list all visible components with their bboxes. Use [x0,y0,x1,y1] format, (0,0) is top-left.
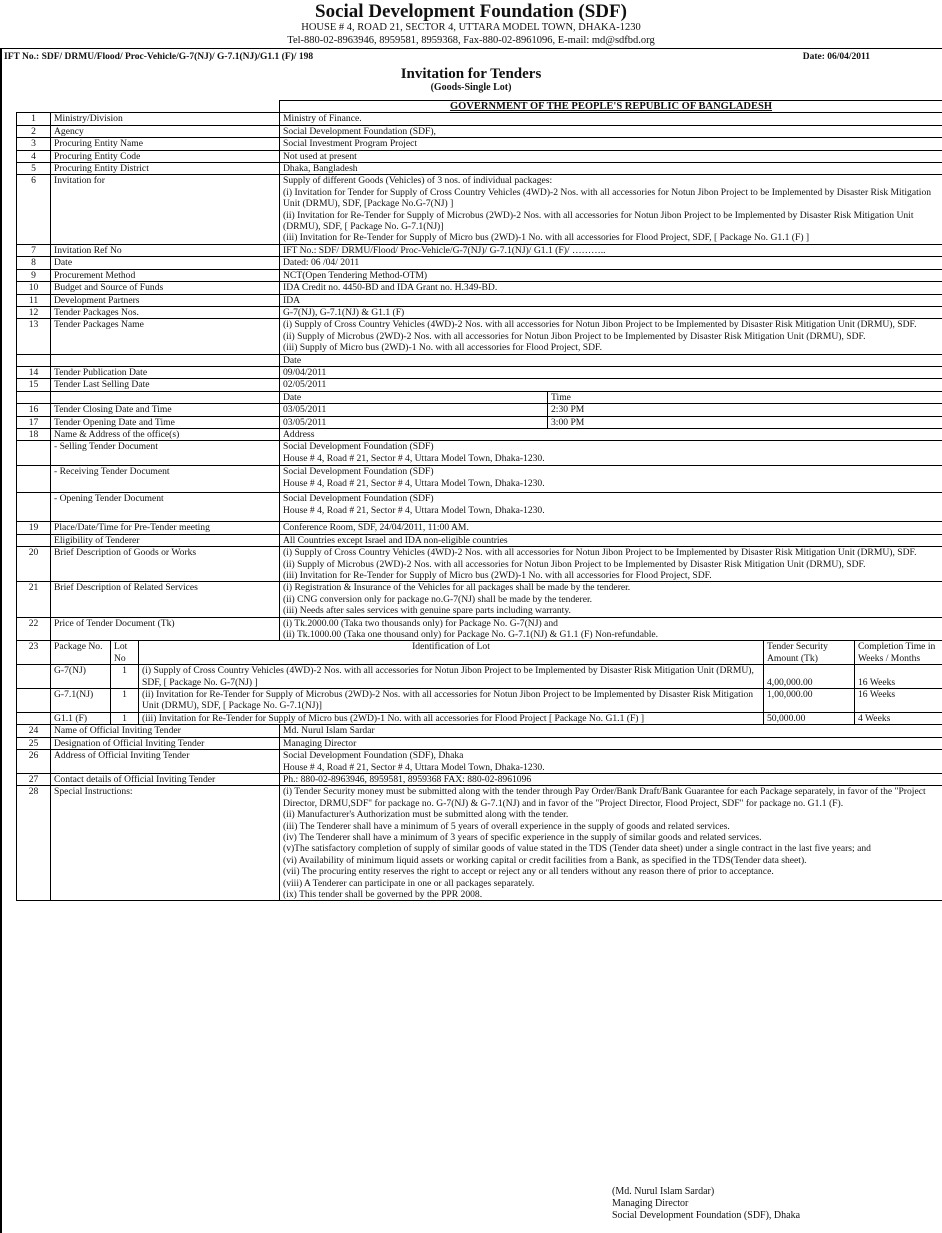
field-label: Special Instructions: [51,786,280,901]
field-value: Not used at present [280,150,942,162]
field-label: Eligibility of Tenderer [51,534,280,546]
doc-title: Invitation for Tenders [400,66,542,82]
field-value: Ministry of Finance. [280,113,942,125]
table-row: 16 Tender Closing Date and Time 03/05/2011 2:30 PM [17,404,942,416]
field-label: Procuring Entity District [51,163,280,175]
signatory-designation: Managing Director [612,1198,689,1209]
table-row [17,534,942,546]
field-value: Conference Room, SDF, 24/04/2011, 11:00 AM. [280,522,942,534]
special-instructions: (i) Tender Security money must be submitted along with the tender through Pay Order/Bank Draft/Bank Guarantee for each Package separately, in favor of the "Project Director, DRMU,SDF" for package no. G-7(NJ) & G-7.1(NJ) and in favor of the "Project Director, Flood Project, SDF" for package no. G1.1 (F). (ii) Manufacturer's Authorization must be submitted along with the tender. (iii) The Tenderer shall have a minimum of 5 years of overall experience in the supply of goods and related services. (iv) The Tenderer shall have a minimum of 3 years of specific experience in the supply of similar goods and related services. (v)The satisfactory completion of supply of similar goods of value stated in the TDS (Tender data sheet) under a single contract in the last five years; and (vi) Availability of minimum liquid assets or working capital or credit facilities from a Bank, as specified in the TDS(Tender data sheet). (vii) The procuring entity reserves the right to accept or reject any or all tenders without any reason there of prior to acceptance. (viii) A Tenderer can participate in one or all packages separately. (ix) This tender shall be governed by the PPR 2008. [280,786,942,901]
package-column-head: Package No. [51,641,111,665]
field-value: Supply of different Goods (Vehicles) of 3 nos. of individual packages: (i) Invitation for Tender for Supply of Cross Country Vehicles (4WD)-2 Nos. with all accessories for Notun Jibon Project to be Implemented by Disaster Risk Mitigation Unit (DRMU), SDF, [Package No.G-7(NJ) ] (ii) Invitation for Re-Tender for Supply of Microbus (2WD)-2 Nos. with all accessories for Notun Jibon Project to be Implemented by Disaster Risk Mitigation Unit (DRMU), SDF, [ Package No. G-7.1(NJ)] (iii) Invitation for Re-Tender for Supply of Micro bus (2WD)-1 No. with all accessories for Flood Project, SDF, [ Package No. G1.1 (F) ] [280,175,942,244]
org-title: Social Development Foundation (SDF) [315,1,627,22]
field-label: - Opening Tender Document [51,493,280,522]
table-row: 18 Name & Address of the office(s) Address [17,428,942,440]
field-label: Tender Closing Date and Time [51,404,280,416]
field-value: 02/05/2011 [280,379,942,391]
field-label: Invitation Ref No [51,244,280,256]
field-value: IDA [280,294,942,306]
field-value: (i) Supply of Cross Country Vehicles (4WD)-2 Nos. with all accessories for Notun Jibon Project to be Implemented by Disaster Risk Mitigation Unit (DRMU), SDF. (ii) Supply of Microbus (2WD)-2 Nos. with all accessories for Notun Jibon Project to be Implemented by Disaster Risk Mitigation Unit (DRMU), SDF. (iii) Supply of Micro bus (2WD)-1 No. with all accessories for Flood Project, SDF. [280,319,942,354]
table-row: 13 Tender Packages Name (i) Supply of Cross Country Vehicles (4WD)-2 Nos. with all accessories for Notun Jibon Project to be Implemented by Disaster Risk Mitigation Unit (DRMU), SDF. (ii) Supply of Microbus (2WD)-2 Nos. with all accessories for Notun Jibon Project to be Implemented by Disaster Risk Mitigation Unit (DRMU), SDF. (iii) Supply of Micro bus (2WD)-1 No. with all accessories for Flood Project, SDF. [17,319,942,354]
field-label: Tender Packages Name [51,319,280,354]
field-value: (i) Tk.2000.00 (Taka two thousands only) for Package No. G-7(NJ) and (ii) Tk.1000.00 (Taka one thousand only) for Package No. G-7.1(NJ) & G1.1 (F) Non-refundable. [280,617,942,641]
table-row: 15 Tender Last Selling Date 02/05/2011 [17,379,942,391]
security-column-head: Tender Security Amount (Tk) [764,641,855,665]
field-label: Invitation for [51,175,280,244]
table-row: 7 Invitation Ref No IFT No.: SDF/ DRMU/Flood/ Proc-Vehicle/G-7(NJ)/ G-7.1(NJ)/ G1.1 (F)/ ……….. [17,244,942,256]
field-value: Social Development Foundation (SDF) House # 4, Road # 21, Sector # 4, Uttara Model Town, Dhaka-1230. [280,466,942,493]
field-value: Md. Nurul Islam Sardar [280,725,942,737]
table-row: 8 Date Dated: 06 /04/ 2011 [17,257,942,269]
table-row: 4 Procuring Entity Code Not used at present [17,150,942,162]
table-row: 20 Brief Description of Goods or Works (i) Supply of Cross Country Vehicles (4WD)-2 Nos. with all accessories for Notun Jibon Project to be Implemented by Disaster Risk Mitigation Unit (DRMU), SDF. (ii) Supply of Microbus (2WD)-2 Nos. with all accessories for Notun Jibon Project to be Implemented by Disaster Risk Mitigation Unit (DRMU), SDF. (iii) Invitation for Re-Tender for Supply of Micro bus (2WD)-1 No. with all accessories for Flood Project, SDF. [17,547,942,582]
table-row: 1 Ministry/Division Ministry of Finance. [17,113,942,125]
ident-column-head: Identification of Lot [139,641,764,665]
field-label: Brief Description of Related Services [51,582,280,617]
date-column-head: Date [280,354,942,366]
ift-reference: IFT No.: SDF/ DRMU/Flood/ Proc-Vehicle/G-7(NJ)/ G-7.1(NJ)/G1.1 (F)/ 198 [4,52,314,62]
field-value: (i) Supply of Cross Country Vehicles (4WD)-2 Nos. with all accessories for Notun Jibon Project to be Implemented by Disaster Risk Mitigation Unit (DRMU), SDF. (ii) Supply of Microbus (2WD)-2 Nos. with all accessories for Notun Jibon Project to be Implemented by Disaster Risk Mitigation Unit (DRMU), SDF. (iii) Invitation for Re-Tender for Supply of Micro bus (2WD)-1 No. with all accessories for Flood Project, SDF. [280,547,942,582]
date-column-head: Date [280,391,548,403]
field-label: Brief Description of Goods or Works [51,547,280,582]
field-label: - Receiving Tender Document [51,466,280,493]
left-margin-rule [0,48,2,1233]
table-row: 19 Place/Date/Time for Pre-Tender meeting Conference Room, SDF, 24/04/2011, 11:00 AM. [17,522,942,534]
field-label: Development Partners [51,294,280,306]
field-label: Date [51,257,280,269]
field-label: Tender Packages Nos. [51,306,280,318]
lot-table-header: 23 Package No. Lot No Identification of Lot Tender Security Amount (Tk) Completion Time in Weeks / Months [17,641,942,665]
completion-column-head: Completion Time in Weeks / Months [855,641,942,665]
table-row: 27 Contact details of Official Inviting Tender Ph.: 880-02-8963946, 8959581, 8959368 FAX: 880-02-8961096 [17,773,942,785]
field-label: Procuring Entity Code [51,150,280,162]
field-value: Dated: 06 /04/ 2011 [280,257,942,269]
table-row: 25 Designation of Official Inviting Tender Managing Director [17,737,942,749]
org-contact: Tel-880-02-8963946, 8959581, 8959368, Fax-880-02-8961096, E-mail: md@sdfbd.org [287,35,655,46]
field-value: Ph.: 880-02-8963946, 8959581, 8959368 FAX: 880-02-8961096 [280,773,942,785]
field-label: Contact details of Official Inviting Tender [51,773,280,785]
field-value: Social Development Foundation (SDF), Dhaka House # 4, Road # 21, Sector # 4, Uttara Model Town, Dhaka-1230. [280,750,942,774]
opening-time: 3:00 PM [548,416,942,428]
field-label: Place/Date/Time for Pre-Tender meeting [51,522,280,534]
table-row [17,354,942,366]
field-value: All Countries except Israel and IDA non-eligible countries [280,534,942,546]
field-value: IFT No.: SDF/ DRMU/Flood/ Proc-Vehicle/G-7(NJ)/ G-7.1(NJ)/ G1.1 (F)/ ……….. [280,244,942,256]
field-value: NCT(Open Tendering Method-OTM) [280,269,942,281]
gov-heading: GOVERNMENT OF THE PEOPLE'S REPUBLIC OF BANGLADESH [280,101,942,113]
table-row: 21 Brief Description of Related Services (i) Registration & Insurance of the Vehicles for all packages shall be made by the tenderer. (ii) CNG conversion only for package no.G-7(NJ) shall be made by the tenderer. (iii) Needs after sales services with genuine spare parts including warranty. [17,582,942,617]
field-label: Budget and Source of Funds [51,282,280,294]
table-row: 6 Invitation for Supply of different Goods (Vehicles) of 3 nos. of individual packages: (i) Invitation for Tender for Supply of Cross Country Vehicles (4WD)-2 Nos. with all accessories for Notun Jibon Project to be Implemented by Disaster Risk Mitigation Unit (DRMU), SDF, [Package No.G-7(NJ) ] (ii) Invitation for Re-Tender for Supply of Microbus (2WD)-2 Nos. with all accessories for Notun Jibon Project to be Implemented by Disaster Risk Mitigation Unit (DRMU), SDF, [ Package No. G-7.1(NJ)] (iii) Invitation for Re-Tender for Supply of Micro bus (2WD)-1 No. with all accessories for Flood Project, SDF, [ Package No. G1.1 (F) ] [17,175,942,244]
closing-date: 03/05/2011 [280,404,548,416]
field-value: Social Development Foundation (SDF) House # 4, Road # 21, Sector # 4, Uttara Model Town, Dhaka-1230. [280,493,942,522]
field-label: Price of Tender Document (Tk) [51,617,280,641]
table-row [17,391,942,403]
table-row: 12 Tender Packages Nos. G-7(NJ), G-7.1(NJ) & G1.1 (F) [17,306,942,318]
field-label: - Selling Tender Document [51,441,280,466]
field-label: Designation of Official Inviting Tender [51,737,280,749]
field-label: Tender Publication Date [51,366,280,378]
table-row [17,441,942,466]
table-row: 10 Budget and Source of Funds IDA Credit no. 4450-BD and IDA Grant no. H.349-BD. [17,282,942,294]
field-label: Name & Address of the office(s) [51,428,280,440]
field-label: Name of Official Inviting Tender [51,725,280,737]
lot-row: G-7(NJ) 1 (i) Supply of Cross Country Vehicles (4WD)-2 Nos. with all accessories for Notun Jibon Project to be Implemented by Disaster Risk Mitigation Unit (DRMU), SDF, [ Package No. G-7(NJ) ] 4,00,000.00 16 Weeks [17,665,942,689]
org-address: HOUSE # 4, ROAD 21, SECTOR 4, UTTARA MODEL TOWN, DHAKA-1230 [301,22,641,33]
lot-row: G-7.1(NJ) 1 (ii) Invitation for Re-Tender for Supply of Microbus (2WD)-2 Nos. with all accessories for Notun Jibon Project to be Implemented by Disaster Risk Mitigation Unit (DRMU), SDF, [ Package No. G-7.1(NJ)] 1,00,000.00 16 Weeks [17,689,942,713]
field-value: G-7(NJ), G-7.1(NJ) & G1.1 (F) [280,306,942,318]
field-label: Ministry/Division [51,113,280,125]
table-row: 14 Tender Publication Date 09/04/2011 [17,366,942,378]
field-value: Managing Director [280,737,942,749]
field-value: Social Development Foundation (SDF) House # 4, Road # 21, Sector # 4, Uttara Model Town, Dhaka-1230. [280,441,942,466]
table-row: 9 Procurement Method NCT(Open Tendering Method-OTM) [17,269,942,281]
table-row: 5 Procuring Entity District Dhaka, Bangladesh [17,163,942,175]
field-label: Tender Last Selling Date [51,379,280,391]
table-row: 28 Special Instructions: (i) Tender Security money must be submitted along with the tender through Pay Order/Bank Draft/Bank Guarantee for each Package separately, in favor of the "Project Director, DRMU,SDF" for package no. G-7(NJ) & G-7.1(NJ) and in favor of the "Project Director, Flood Project, SDF" for package no. G1.1 (F). (ii) Manufacturer's Authorization must be submitted along with the tender. (iii) The Tenderer shall have a minimum of 5 years of overall experience in the supply of goods and related services. (iv) The Tenderer shall have a minimum of 3 years of specific experience in the supply of similar goods and related services. (v)The satisfactory completion of supply of similar goods of value stated in the TDS (Tender data sheet) under a single contract in the last five years; and (vi) Availability of minimum liquid assets or working capital or credit facilities from a Bank, as specified in the TDS(Tender data sheet). (vii) The procuring entity reserves the right to accept or reject any or all tenders without any reason there of prior to acceptance. (viii) A Tenderer can participate in one or all packages separately. (ix) This tender shall be governed by the PPR 2008. [17,786,942,901]
notice-date: Date: 06/04/2011 [802,52,870,62]
table-row: 24 Name of Official Inviting Tender Md. Nurul Islam Sardar [17,725,942,737]
table-row: 26 Address of Official Inviting Tender Social Development Foundation (SDF), Dhaka House # 4, Road # 21, Sector # 4, Uttara Model Town, Dhaka-1230. [17,750,942,774]
table-row: 22 Price of Tender Document (Tk) (i) Tk.2000.00 (Taka two thousands only) for Package No. G-7(NJ) and (ii) Tk.1000.00 (Taka one thousand only) for Package No. G-7.1(NJ) & G1.1 (F) Non-refundable. [17,617,942,641]
table-row: 2 Agency Social Development Foundation (SDF), [17,125,942,137]
field-label: Tender Opening Date and Time [51,416,280,428]
field-value: 09/04/2011 [280,366,942,378]
field-label: Procuring Entity Name [51,138,280,150]
table-row [17,493,942,522]
tender-table [16,100,942,901]
field-value: IDA Credit no. 4450-BD and IDA Grant no. H.349-BD. [280,282,942,294]
closing-time: 2:30 PM [548,404,942,416]
field-label: Address of Official Inviting Tender [51,750,280,774]
lot-row: G1.1 (F) 1 (iii) Invitation for Re-Tender for Supply of Micro bus (2WD)-1 No. with all accessories for Flood Project [ Package No. G1.1 (F) ] 50,000.00 4 Weeks [17,712,942,724]
table-row: 17 Tender Opening Date and Time 03/05/2011 3:00 PM [17,416,942,428]
field-label: Procurement Method [51,269,280,281]
opening-date: 03/05/2011 [280,416,548,428]
header-divider [0,48,942,49]
signature-block [612,1186,800,1222]
field-label: Agency [51,125,280,137]
table-row [17,466,942,493]
table-row: 3 Procuring Entity Name Social Investment Program Project [17,138,942,150]
table-row: 11 Development Partners IDA [17,294,942,306]
signatory-name: (Md. Nurul Islam Sardar) [612,1186,715,1197]
signatory-org: Social Development Foundation (SDF), Dhaka [612,1210,801,1221]
field-value: Social Development Foundation (SDF), [280,125,942,137]
field-value: (i) Registration & Insurance of the Vehicles for all packages shall be made by the tenderer. (ii) CNG conversion only for package no.G-7(NJ) shall be made by the tenderer. (iii) Needs after sales services with genuine spare parts including warranty. [280,582,942,617]
doc-subtitle: (Goods-Single Lot) [430,82,512,93]
field-value: Social Investment Program Project [280,138,942,150]
table-row [17,101,942,113]
lot-column-head: Lot No [111,641,139,665]
field-value: Dhaka, Bangladesh [280,163,942,175]
time-column-head: Time [548,391,942,403]
field-value: Address [280,428,942,440]
